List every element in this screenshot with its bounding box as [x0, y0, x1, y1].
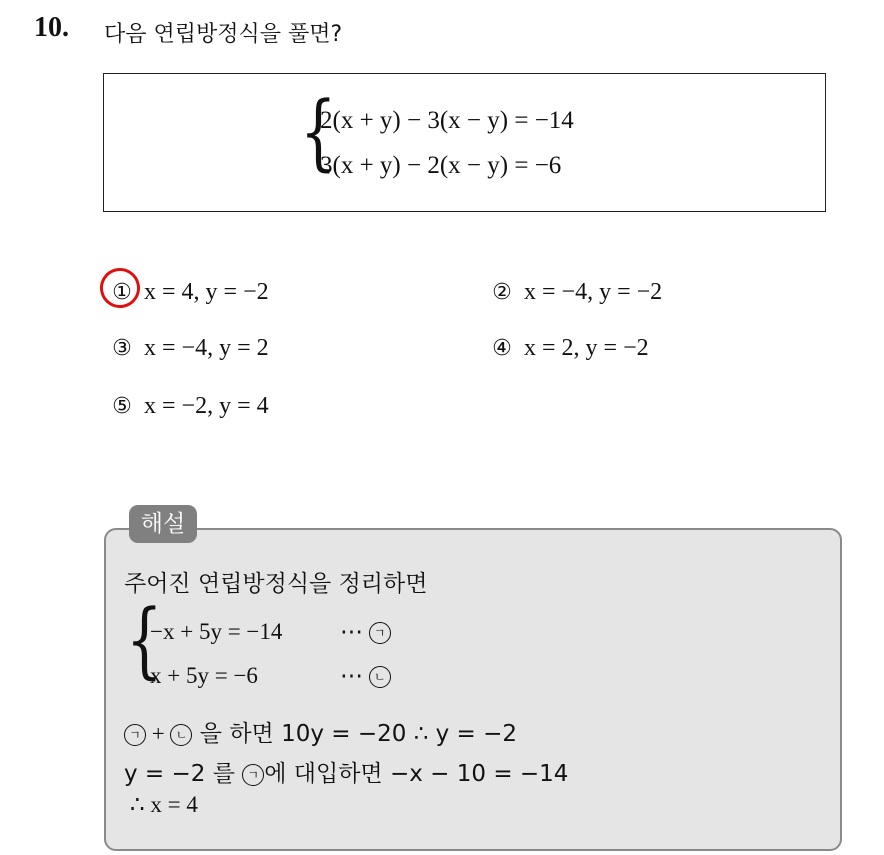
- solution-intro: 주어진 연립방정식을 정리하면: [124, 571, 428, 597]
- question-text: 다음 연립방정식을 풀면?: [104, 22, 343, 47]
- circled-giyeok: ㄱ: [242, 764, 264, 786]
- choice-5[interactable]: [108, 393, 269, 420]
- plus-sign: +: [146, 721, 171, 746]
- choice-5-text: x = −2, y = 4: [144, 393, 269, 419]
- system-equation-2: 3(x + y) − 2(x − y) = −6: [320, 152, 562, 179]
- solution-line-2: [124, 755, 568, 788]
- solution-line-1-rest: 을 하면 10y = −20 ∴ y = −2: [192, 721, 518, 747]
- choice-4[interactable]: [488, 335, 649, 362]
- system-brace: {: [300, 85, 337, 180]
- choice-4-text: x = 2, y = −2: [524, 335, 649, 361]
- choice-3-text: x = −4, y = 2: [144, 335, 269, 361]
- choice-5-mark: ⑤: [112, 394, 132, 419]
- equation-system-box: [103, 73, 826, 212]
- choice-2-mark: ②: [492, 280, 512, 305]
- solution-line-2-rest: 에 대입하면 −x − 10 = −14: [264, 761, 569, 787]
- solution-sys-eq1-ref: [340, 619, 391, 645]
- question-number: 10.: [34, 12, 69, 43]
- circled-nieun: ㄴ: [369, 666, 391, 688]
- circled-giyeok: ㄱ: [124, 724, 146, 746]
- choice-1-mark: ①: [112, 280, 132, 305]
- choice-1-text: x = 4, y = −2: [144, 279, 269, 305]
- choice-2[interactable]: [488, 279, 662, 306]
- ellipsis: ⋯: [340, 663, 363, 688]
- solution-brace: {: [126, 593, 163, 688]
- system-equation-1: 2(x + y) − 3(x − y) = −14: [320, 107, 574, 134]
- choice-3-mark: ③: [112, 336, 132, 361]
- solution-sys-eq2: x + 5y = −6: [150, 663, 258, 688]
- choice-3[interactable]: [108, 335, 269, 362]
- solution-line-3: ∴ x = 4: [130, 792, 198, 817]
- solution-line-2-a: y = −2 를: [124, 761, 243, 787]
- solution-line-1: [124, 715, 517, 748]
- choice-1[interactable]: [108, 279, 269, 306]
- ellipsis: ⋯: [340, 619, 363, 644]
- circled-giyeok: ㄱ: [369, 622, 391, 644]
- solution-sys-eq1: −x + 5y = −14: [150, 619, 283, 644]
- solution-tag: 해설: [129, 505, 197, 543]
- solution-sys-eq2-ref: [340, 663, 391, 689]
- circled-nieun: ㄴ: [170, 724, 192, 746]
- choice-4-mark: ④: [492, 336, 512, 361]
- choice-2-text: x = −4, y = −2: [524, 279, 663, 305]
